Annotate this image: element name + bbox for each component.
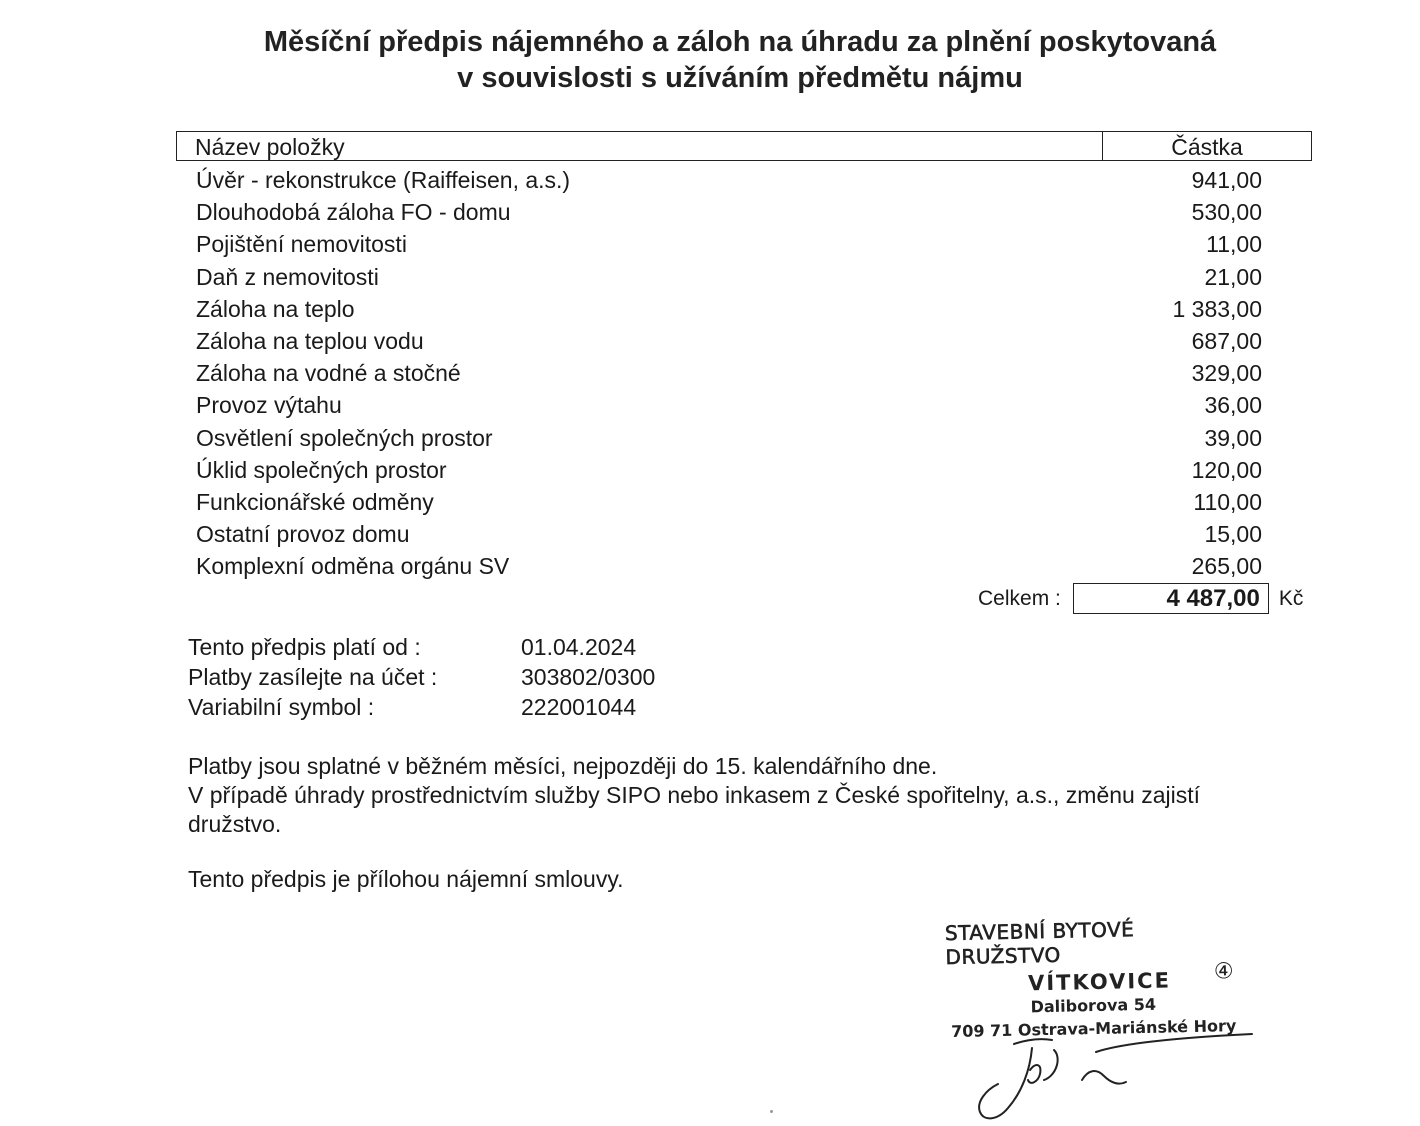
- cooperative-stamp: [945, 915, 1247, 1041]
- valid-from-value: 01.04.2024: [521, 634, 637, 660]
- table-row: [196, 486, 1262, 518]
- row-name: Záloha na teplo: [196, 295, 355, 322]
- header-item-name: Název položky: [177, 132, 1103, 160]
- stamp-line-4: 709 71 Ostrava-Mariánské Hory: [950, 1016, 1237, 1042]
- payment-terms-line-1: Platby jsou splatné v běžném měsíci, nejpozději do 15. kalendářního dne.: [188, 753, 938, 779]
- row-name: Provoz výtahu: [196, 392, 342, 419]
- row-amount: 36,00: [1204, 392, 1262, 419]
- row-name: Osvětlení společných prostor: [196, 424, 493, 451]
- total-label: Celkem :: [978, 586, 1061, 610]
- variable-symbol-label: Variabilní symbol :: [188, 694, 375, 720]
- stamp-line-2: VÍTKOVICE: [1027, 968, 1172, 996]
- signature: [970, 1030, 1260, 1126]
- document-title: [0, 24, 1420, 96]
- total-value: 4 487,00: [1073, 583, 1269, 614]
- table-rows: [196, 164, 1262, 582]
- payment-terms: [188, 752, 1278, 839]
- account-label: Platby zasílejte na účet :: [188, 664, 438, 690]
- table-row: [196, 357, 1262, 389]
- row-amount: 941,00: [1191, 167, 1262, 193]
- account-value: 303802/0300: [521, 664, 656, 690]
- table-row: [196, 422, 1262, 454]
- title-line-1: Měsíční předpis nájemného a záloh na úhradu za plnění poskytovaná: [263, 26, 1217, 58]
- row-amount: 687,00: [1191, 327, 1262, 354]
- row-amount: 530,00: [1191, 199, 1262, 226]
- row-amount: 11,00: [1206, 231, 1262, 258]
- total-row: [978, 583, 1303, 614]
- account-row: [188, 662, 655, 692]
- table-row: [196, 325, 1262, 357]
- row-name: Úvěr - rekonstrukce (Raiffeisen, a.s.): [196, 167, 571, 193]
- row-amount: 110,00: [1193, 488, 1262, 515]
- table-row: [196, 518, 1262, 550]
- row-name: Úklid společných prostor: [196, 456, 447, 483]
- row-name: Záloha na vodné a stočné: [196, 360, 461, 387]
- table-row: [196, 550, 1262, 582]
- header-amount: Částka: [1171, 134, 1243, 160]
- currency-label: Kč: [1278, 586, 1304, 610]
- attachment-note: Tento předpis je přílohou nájemní smlouvy.: [188, 866, 624, 892]
- table-row: [196, 261, 1262, 293]
- stamp-number-mark: ④: [1213, 959, 1234, 985]
- stamp-line-3: Daliborova 54: [1030, 994, 1157, 1017]
- scan-speck: [770, 1110, 773, 1113]
- payment-terms-line-2: V případě úhrady prostřednictvím služby SIPO nebo inkasem z České spořitelny, a.s., změnu zajistí družstvo.: [188, 782, 1201, 837]
- title-line-2: v souvislosti s užíváním předmětu nájmu: [457, 62, 1023, 94]
- table-row: [196, 389, 1262, 421]
- row-amount: 265,00: [1191, 553, 1262, 580]
- stamp-line-1: STAVEBNÍ BYTOVÉ DRUŽSTVO: [944, 917, 1135, 970]
- row-amount: 329,00: [1191, 360, 1262, 387]
- payment-info: [188, 632, 655, 722]
- variable-symbol-value: 222001044: [521, 694, 637, 720]
- row-amount: 39,00: [1204, 424, 1262, 451]
- row-name: Pojištění nemovitosti: [196, 231, 407, 258]
- row-name: Ostatní provoz domu: [196, 521, 410, 548]
- row-name: Záloha na teplou vodu: [196, 327, 424, 354]
- table-row: [196, 196, 1262, 228]
- row-amount: 120,00: [1191, 456, 1262, 483]
- valid-from-row: [188, 632, 655, 662]
- row-amount: 1 383,00: [1172, 295, 1262, 322]
- valid-from-label: Tento předpis platí od :: [188, 634, 421, 660]
- table-header: [176, 131, 1312, 161]
- row-name: Dlouhodobá záloha FO - domu: [196, 199, 511, 226]
- row-amount: 15,00: [1204, 521, 1262, 548]
- variable-symbol-row: [188, 692, 655, 722]
- table-row: [196, 293, 1262, 325]
- row-name: Komplexní odměna orgánu SV: [196, 553, 510, 580]
- row-name: Funkcionářské odměny: [196, 488, 434, 515]
- table-row: [196, 228, 1262, 260]
- row-amount: 21,00: [1204, 263, 1262, 290]
- row-name: Daň z nemovitosti: [196, 263, 379, 290]
- table-row: [196, 454, 1262, 486]
- table-row: [196, 164, 1262, 196]
